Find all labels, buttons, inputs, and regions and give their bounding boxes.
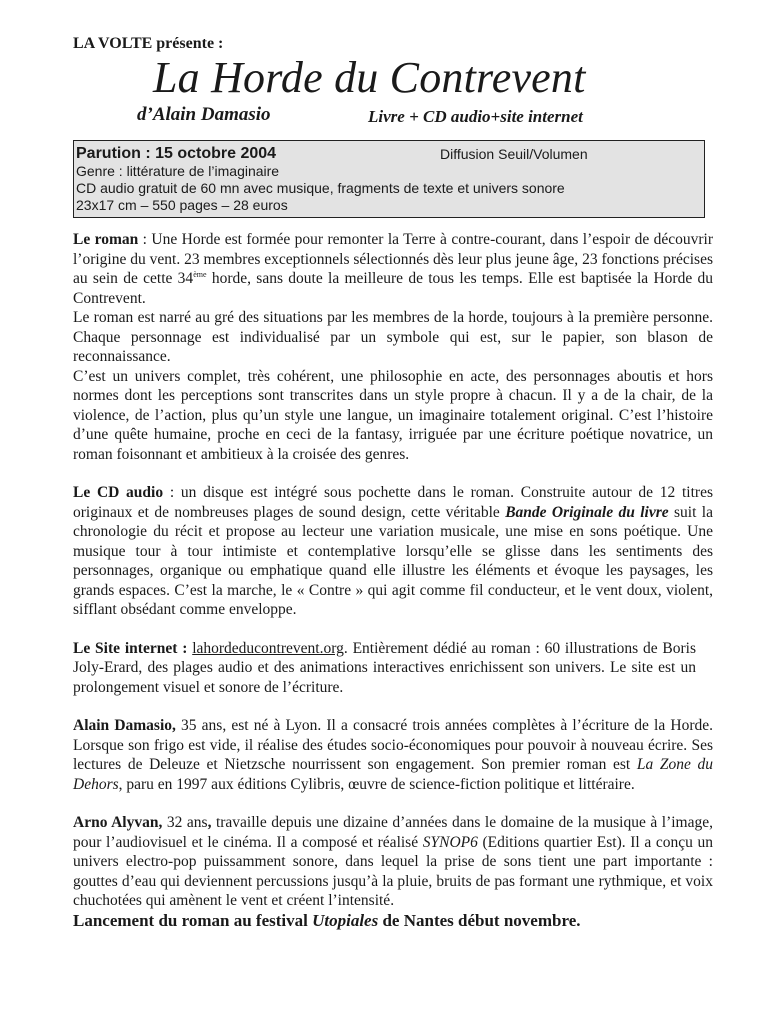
- roman-text-1a: : Une Horde est formée pour remonter la Terre à contre-courant, dans l’espoir de découvrir l’origine du vent. 23 membres exceptionnels sélectionnés dès leur plus jeune âge, 23 fonctions précises au sein de cette 34: [73, 231, 713, 287]
- distribution: Diffusion Seuil/Volumen: [440, 146, 588, 162]
- specs-line: 23x17 cm – 550 pages – 28 euros: [76, 197, 288, 213]
- byline: [73, 104, 713, 127]
- author-name: d’Alain Damasio: [137, 104, 271, 125]
- book-title: La Horde du Contrevent: [153, 53, 586, 102]
- document-page: [73, 34, 713, 931]
- alyvan-label: Arno Alyvan,: [73, 814, 163, 831]
- ordinal-suffix: ème: [193, 270, 207, 279]
- closing-text-b: de Nantes début novembre.: [378, 910, 581, 930]
- publication-info-box: [73, 140, 705, 218]
- alyvan-text-a: 32 ans: [162, 814, 208, 831]
- cd-label: Le CD audio: [73, 484, 164, 501]
- cd-emphasis: Bande Originale du livre: [505, 503, 669, 521]
- roman-label: Le roman: [73, 231, 139, 248]
- publisher-presents: LA VOLTE présente :: [73, 35, 224, 52]
- body-text: [73, 230, 713, 931]
- alyvan-work: SYNOP6: [422, 833, 478, 851]
- cd-text-a: : un disque est intégré sous pochette dans le roman. Construite autour de 12 titres originaux et de nombreuses plages de sound design, cette véritable: [73, 484, 713, 521]
- launch-announcement: [73, 911, 713, 931]
- damasio-text-b: , paru en 1997 aux éditions Cylibris, œuvre de science-fiction politique et littéraire.: [118, 775, 635, 793]
- formats-line: Livre + CD audio+site internet: [368, 107, 583, 126]
- site-text: . Entièrement dédié au roman : 60 illustrations de Boris Joly-Erard, des plages audio et des animations interactives enrichissent son univers. Le site est un prolongement visuel et sonore de l’écriture.: [73, 639, 696, 696]
- genre-line: Genre : littérature de l’imaginaire: [76, 163, 280, 179]
- roman-paragraph-2: Le roman est narré au gré des situations par les membres de la horde, toujours à la première personne. Chaque personnage est individualisé par un symbole qui est, sur le papier, son blason de reconnaissance.: [73, 309, 713, 365]
- site-paragraph: [73, 639, 696, 698]
- cd-paragraph: [73, 483, 713, 620]
- alyvan-text-b: travaille depuis une dizaine d’années dans le domaine de la musique à l’image, pour l’audiovisuel et le cinéma. Il a composé et réalisé: [73, 814, 713, 851]
- damasio-label: Alain Damasio,: [73, 717, 176, 734]
- alyvan-comma: ,: [207, 814, 212, 831]
- closing-text-a: Lancement du roman au festival: [73, 910, 313, 930]
- info-row-date: [76, 145, 704, 163]
- cd-text-b: suit la chronologie du récit et propose au lecteur une variation musicale, une mise en sons poétique. Une musique tour à tour intimiste et contemplative lorsqu’elle se glisse dans les sentiments des personnages, organique ou emphatique quand elle illustre les éléments et évoque les paysages, les grands espaces. C’est la marche, le « Contre » qui agit comme fil conducteur, et le vent doux, violent, sifflant obsédant comme enveloppe.: [73, 503, 713, 618]
- damasio-text-a: 35 ans, est né à Lyon. Il a consacré trois années complètes à l’écriture de la Horde. Lorsque son frigo est vide, il réalise des études socio-économiques pour pouvoir à nouveau écrire. Ses lectures de Deleuze et Nietzsche nourrissent son engagement. Son premier roman est: [73, 717, 713, 773]
- alyvan-paragraph: [73, 813, 713, 911]
- roman-paragraph-1: [73, 230, 713, 308]
- cd-line: CD audio gratuit de 60 mn avec musique, fragments de texte et univers sonore: [76, 180, 565, 196]
- site-label: Le Site internet :: [73, 639, 188, 657]
- festival-name: Utopiales: [312, 910, 379, 930]
- roman-paragraph-3: C’est un univers complet, très cohérent, une philosophie en acte, des personnages aboutis et hors normes dont les perceptions sont transcrites dans un style propre à chacun. Il y a de la chair, de la violence, de l’action, plus qu’un style une langue, un imaginaire totalement original. C’est l’histoire d’une quête humaine, proche en ceci de la fantasy, irriguée par une écriture poétique novatrice, un roman foisonnant et ambitieux à la croisée des genres.: [73, 367, 713, 463]
- roman-text-1b: horde, sans doute la meilleure de tous les temps. Elle est baptisée la Horde du Contrevent.: [73, 270, 713, 307]
- publication-date: Parution : 15 octobre 2004: [76, 145, 277, 162]
- alyvan-text-c: (Editions quartier Est). Il a conçu un univers electro-pop puissamment sonore, dans lequel la prise de sons tient une part importante : gouttes d’eau qui deviennent percussions jusqu’à la pluie, bruits de pas formant une rythmique, et voix chuchotées qui amènent le vent et créent l’intensité.: [73, 833, 713, 909]
- damasio-first-novel: La Zone du Dehors: [73, 756, 714, 793]
- site-link[interactable]: lahordeducontrevent.org: [192, 639, 344, 657]
- damasio-paragraph: [73, 716, 713, 794]
